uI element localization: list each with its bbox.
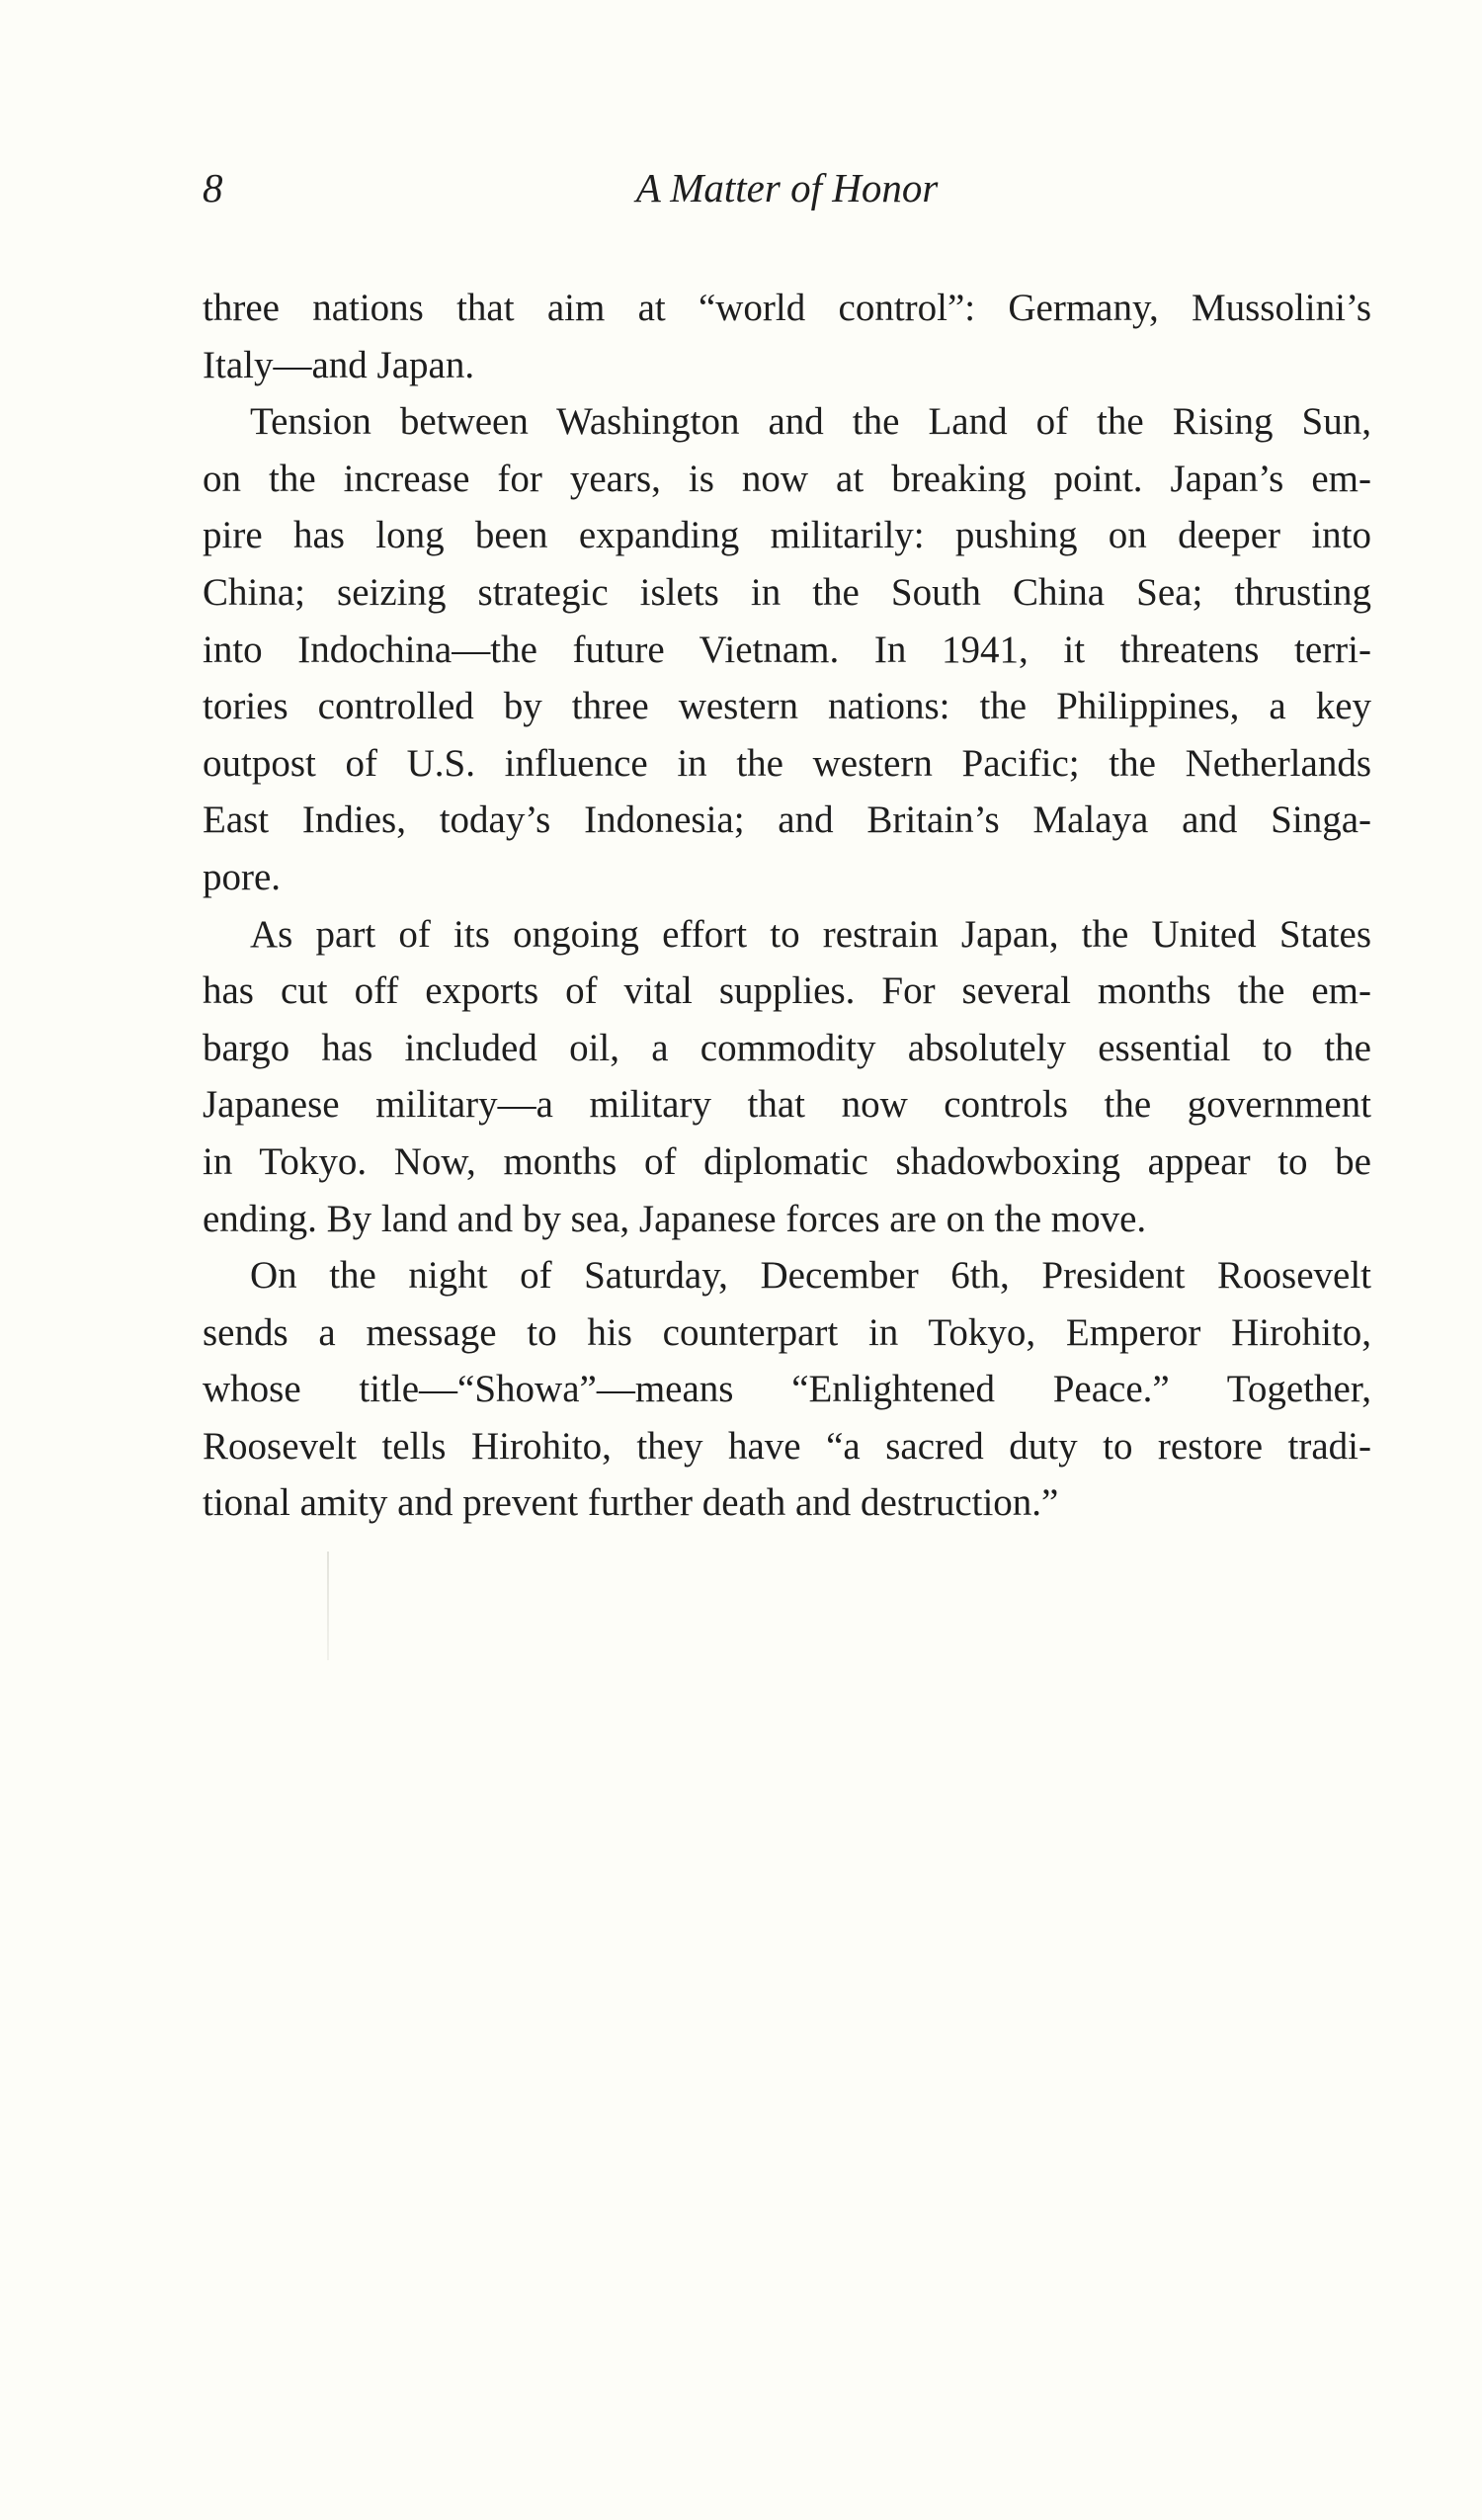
running-head: [203, 158, 1371, 217]
paragraph-2: [203, 393, 1371, 905]
text-line: On the night of Saturday, December 6th, President Roosevelt: [250, 1254, 1371, 1298]
text-line: into Indochina—the future Vietnam. In 1941, it threatens terri-: [203, 628, 1371, 671]
margin-pencil-mark: [327, 1552, 329, 1660]
text-line: China; seizing strategic islets in the South China Sea; thrusting: [203, 570, 1371, 614]
text-line: Roosevelt tells Hirohito, they have “a sacred duty to restore tradi-: [203, 1424, 1371, 1468]
text-line: As part of its ongoing effort to restrain Japan, the United States: [250, 912, 1371, 956]
text-line: pire has long been expanding militarily: pushing on deeper into: [203, 514, 1371, 557]
page-number: 8: [203, 165, 223, 210]
text-line: pore.: [203, 855, 282, 898]
paragraph-3: [203, 906, 1371, 1248]
paragraph-1: [203, 280, 1371, 393]
text-line: in Tokyo. Now, months of diplomatic shadowboxing appear to be: [203, 1139, 1371, 1183]
text-line: has cut off exports of vital supplies. For several months the em-: [203, 969, 1371, 1013]
body-text: [203, 280, 1371, 1532]
text-line: Japanese military—a military that now controls the government: [203, 1083, 1371, 1127]
text-line: ending. By land and by sea, Japanese forces are on the move.: [203, 1197, 1147, 1240]
text-line: on the increase for years, is now at breaking point. Japan’s em-: [203, 457, 1371, 500]
text-line: whose title—“Showa”—means “Enlightened Peace.” Together,: [203, 1368, 1371, 1411]
text-line: Tension between Washington and the Land of the Rising Sun,: [250, 400, 1371, 444]
text-line: tories controlled by three western nations: the Philippines, a key: [203, 685, 1371, 728]
text-line: tional amity and prevent further death and destruction.”: [203, 1481, 1059, 1525]
text-line: outpost of U.S. influence in the western Pacific; the Netherlands: [203, 741, 1371, 785]
text-line: East Indies, today’s Indonesia; and Britain’s Malaya and Singa-: [203, 798, 1371, 842]
text-line: bargo has included oil, a commodity absolutely essential to the: [203, 1026, 1371, 1069]
text-line: Italy—and Japan.: [203, 343, 475, 386]
text-line: three nations that aim at “world control”: Germany, Mussolini’s: [203, 287, 1371, 329]
running-title: A Matter of Honor: [635, 165, 939, 210]
paragraph-4: [203, 1247, 1371, 1532]
text-line: sends a message to his counterpart in Tokyo, Emperor Hirohito,: [203, 1310, 1371, 1354]
